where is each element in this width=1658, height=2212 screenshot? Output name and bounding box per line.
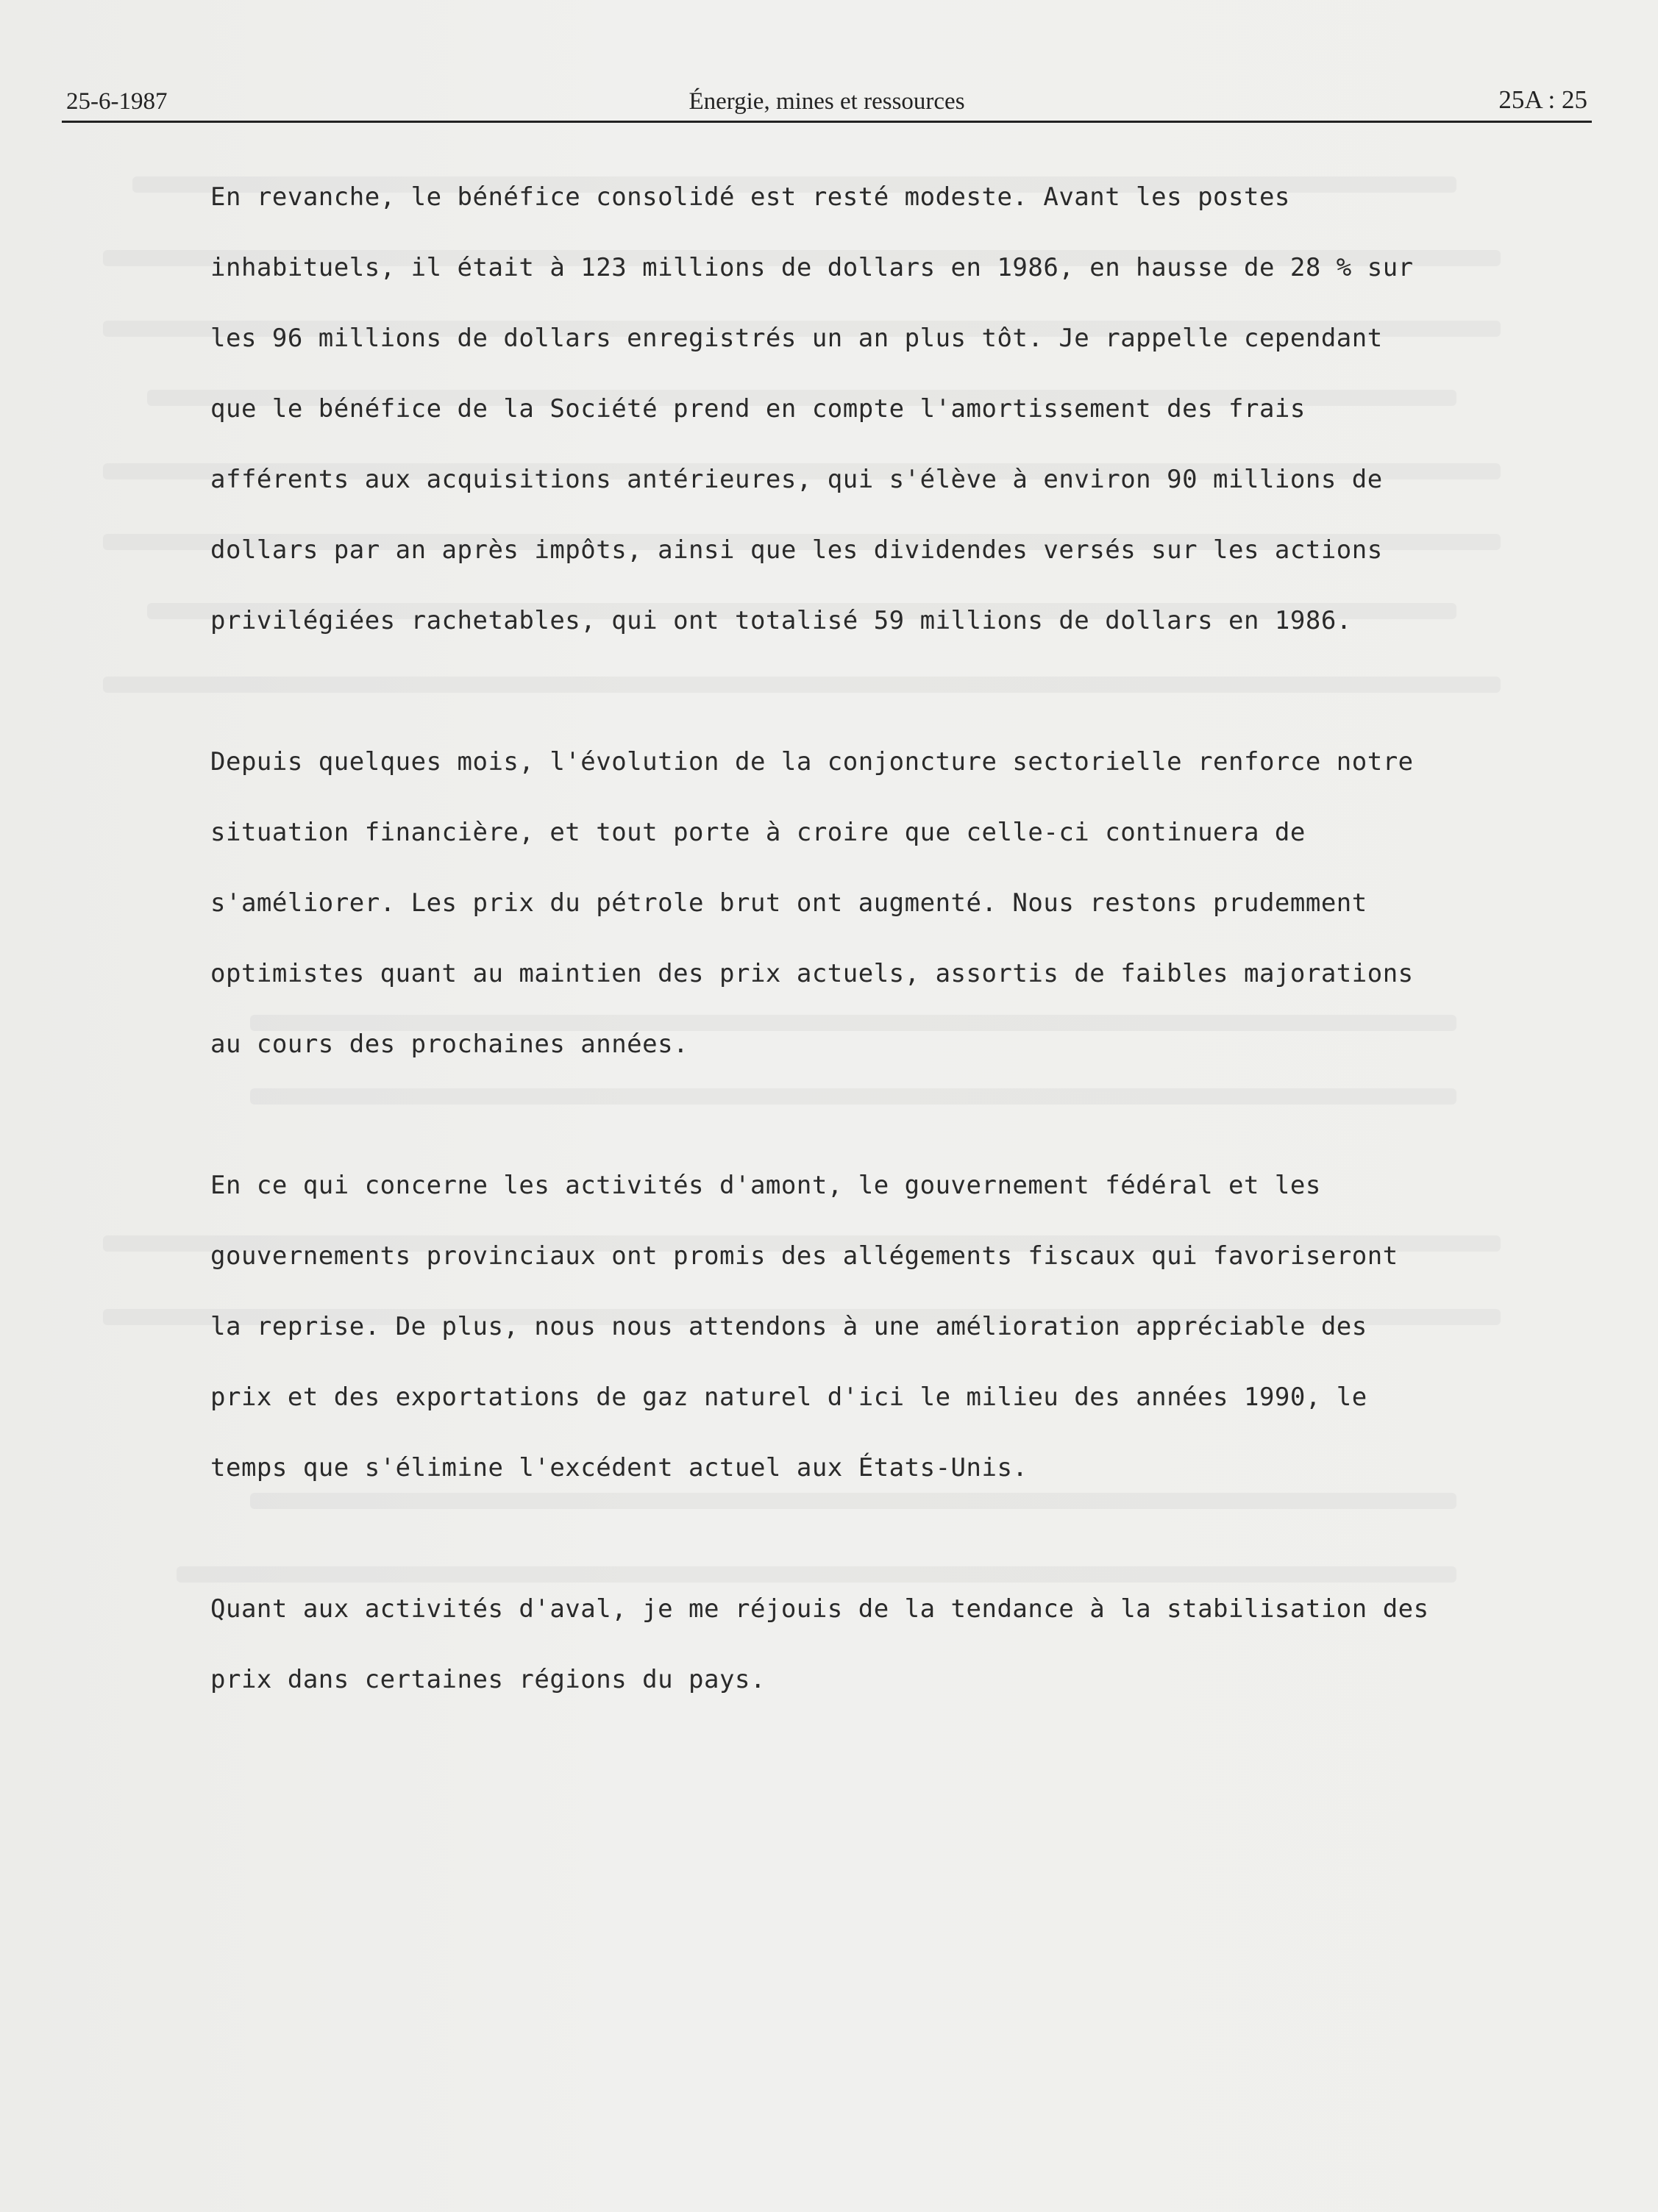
text-line: prix et des exportations de gaz naturel d'ici le milieu des années 1990, le	[210, 1382, 1367, 1412]
text-line: Depuis quelques mois, l'évolution de la conjoncture sectorielle renforce notre	[210, 747, 1414, 777]
text-line: s'améliorer. Les prix du pétrole brut ont augmenté. Nous restons prudemment	[210, 888, 1367, 918]
text-line: les 96 millions de dollars enregistrés un an plus tôt. Je rappelle cependant	[210, 324, 1383, 353]
header-title: Énergie, mines et ressources	[689, 88, 965, 115]
text-line: que le bénéfice de la Société prend en compte l'amortissement des frais	[210, 394, 1306, 424]
text-line: au cours des prochaines années.	[210, 1030, 689, 1059]
text-line: En ce qui concerne les activités d'amont, le gouvernement fédéral et les	[210, 1171, 1321, 1200]
text-line: gouvernements provinciaux ont promis des allégements fiscaux qui favoriseront	[210, 1241, 1398, 1271]
text-line: En revanche, le bénéfice consolidé est resté modeste. Avant les postes	[210, 182, 1290, 212]
paragraph-gap	[210, 656, 1615, 727]
paragraph-gap	[210, 1080, 1615, 1150]
text-line: optimistes quant au maintien des prix actuels, assortis de faibles majorations	[210, 959, 1414, 988]
paragraph-2	[210, 727, 1615, 1080]
paragraph-3	[210, 1150, 1615, 1503]
header-page-number: 25A : 25	[1498, 85, 1587, 114]
text-line: la reprise. De plus, nous nous attendons à une amélioration appréciable des	[210, 1312, 1367, 1341]
text-line: temps que s'élimine l'excédent actuel aux États-Unis.	[210, 1453, 1028, 1483]
text-line: dollars par an après impôts, ainsi que les dividendes versés sur les actions	[210, 535, 1383, 565]
text-line: situation financière, et tout porte à croire que celle-ci continuera de	[210, 818, 1306, 847]
page-header	[62, 82, 1592, 121]
text-line: prix dans certaines régions du pays.	[210, 1665, 766, 1694]
text-line: inhabituels, il était à 123 millions de dollars en 1986, en hausse de 28 % sur	[210, 253, 1414, 282]
header-date: 25-6-1987	[66, 88, 168, 115]
text-line: afférents aux acquisitions antérieures, qui s'élève à environ 90 millions de	[210, 465, 1383, 494]
header-rule	[62, 121, 1592, 123]
text-line: Quant aux activités d'aval, je me réjouis de la tendance à la stabilisation des	[210, 1594, 1429, 1624]
text-line: privilégiées rachetables, qui ont totalisé 59 millions de dollars en 1986.	[210, 606, 1352, 635]
document-body	[210, 162, 1615, 1715]
paragraph-4	[210, 1574, 1615, 1715]
paragraph-1	[210, 162, 1615, 656]
paragraph-gap	[210, 1503, 1615, 1574]
